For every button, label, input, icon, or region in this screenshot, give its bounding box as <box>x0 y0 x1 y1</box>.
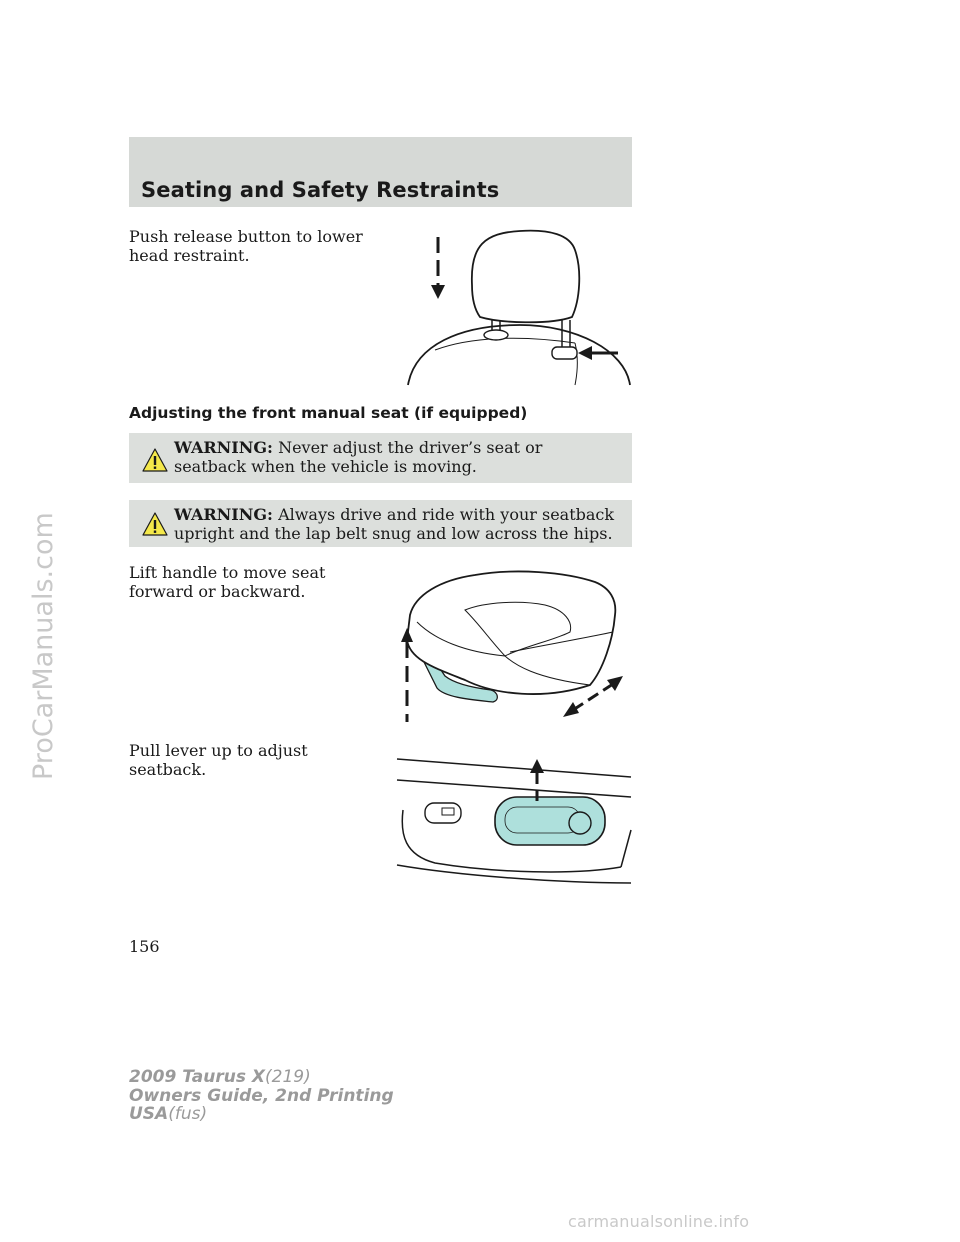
warning-box-1 <box>129 433 632 483</box>
head-restraint-illustration <box>400 225 635 390</box>
footer-edition: Owners Guide, 2nd Printing <box>129 1085 394 1106</box>
seat-cushion-illustration <box>395 560 630 725</box>
seatback-lever-illustration <box>395 755 635 890</box>
footer-market-code: (fus) <box>168 1104 208 1124</box>
warning-text-1 <box>174 438 619 476</box>
down-arrow-icon <box>431 237 445 299</box>
head-restraint-instruction: Push release button to lower head restraint. <box>129 227 363 265</box>
warning-box-2 <box>129 500 632 547</box>
front-seat-heading: Adjusting the front manual seat (if equipped) <box>129 404 528 422</box>
warning-triangle-icon <box>142 448 168 472</box>
footer-market: USA <box>129 1104 169 1124</box>
section-title: Seating and Safety Restraints <box>141 178 500 202</box>
side-watermark-text: ProCarManuals.com <box>28 512 59 780</box>
footer-model: 2009 Taurus X <box>129 1067 266 1087</box>
page-number: 156 <box>129 937 160 956</box>
warning-label: WARNING: <box>174 438 273 457</box>
pull-lever-instruction: Pull lever up to adjust seatback. <box>129 741 308 779</box>
warning-label: WARNING: <box>174 505 273 524</box>
warning-body: Always drive and ride with your seatback upright and the lap belt snug and low across the hips. <box>174 505 615 543</box>
bottom-watermark: carmanualsonline.info <box>568 1212 750 1231</box>
footer-model-code: (219) <box>265 1067 311 1087</box>
lift-handle-instruction: Lift handle to move seat forward or backward. <box>129 563 326 601</box>
warning-body: Never adjust the driver’s seat or seatback when the vehicle is moving. <box>174 438 543 476</box>
pointer-arrow-icon <box>578 346 618 360</box>
side-watermark <box>2 490 72 780</box>
warning-text-2 <box>174 505 619 543</box>
warning-triangle-icon <box>142 512 168 536</box>
footer-publication-info <box>129 1068 394 1124</box>
